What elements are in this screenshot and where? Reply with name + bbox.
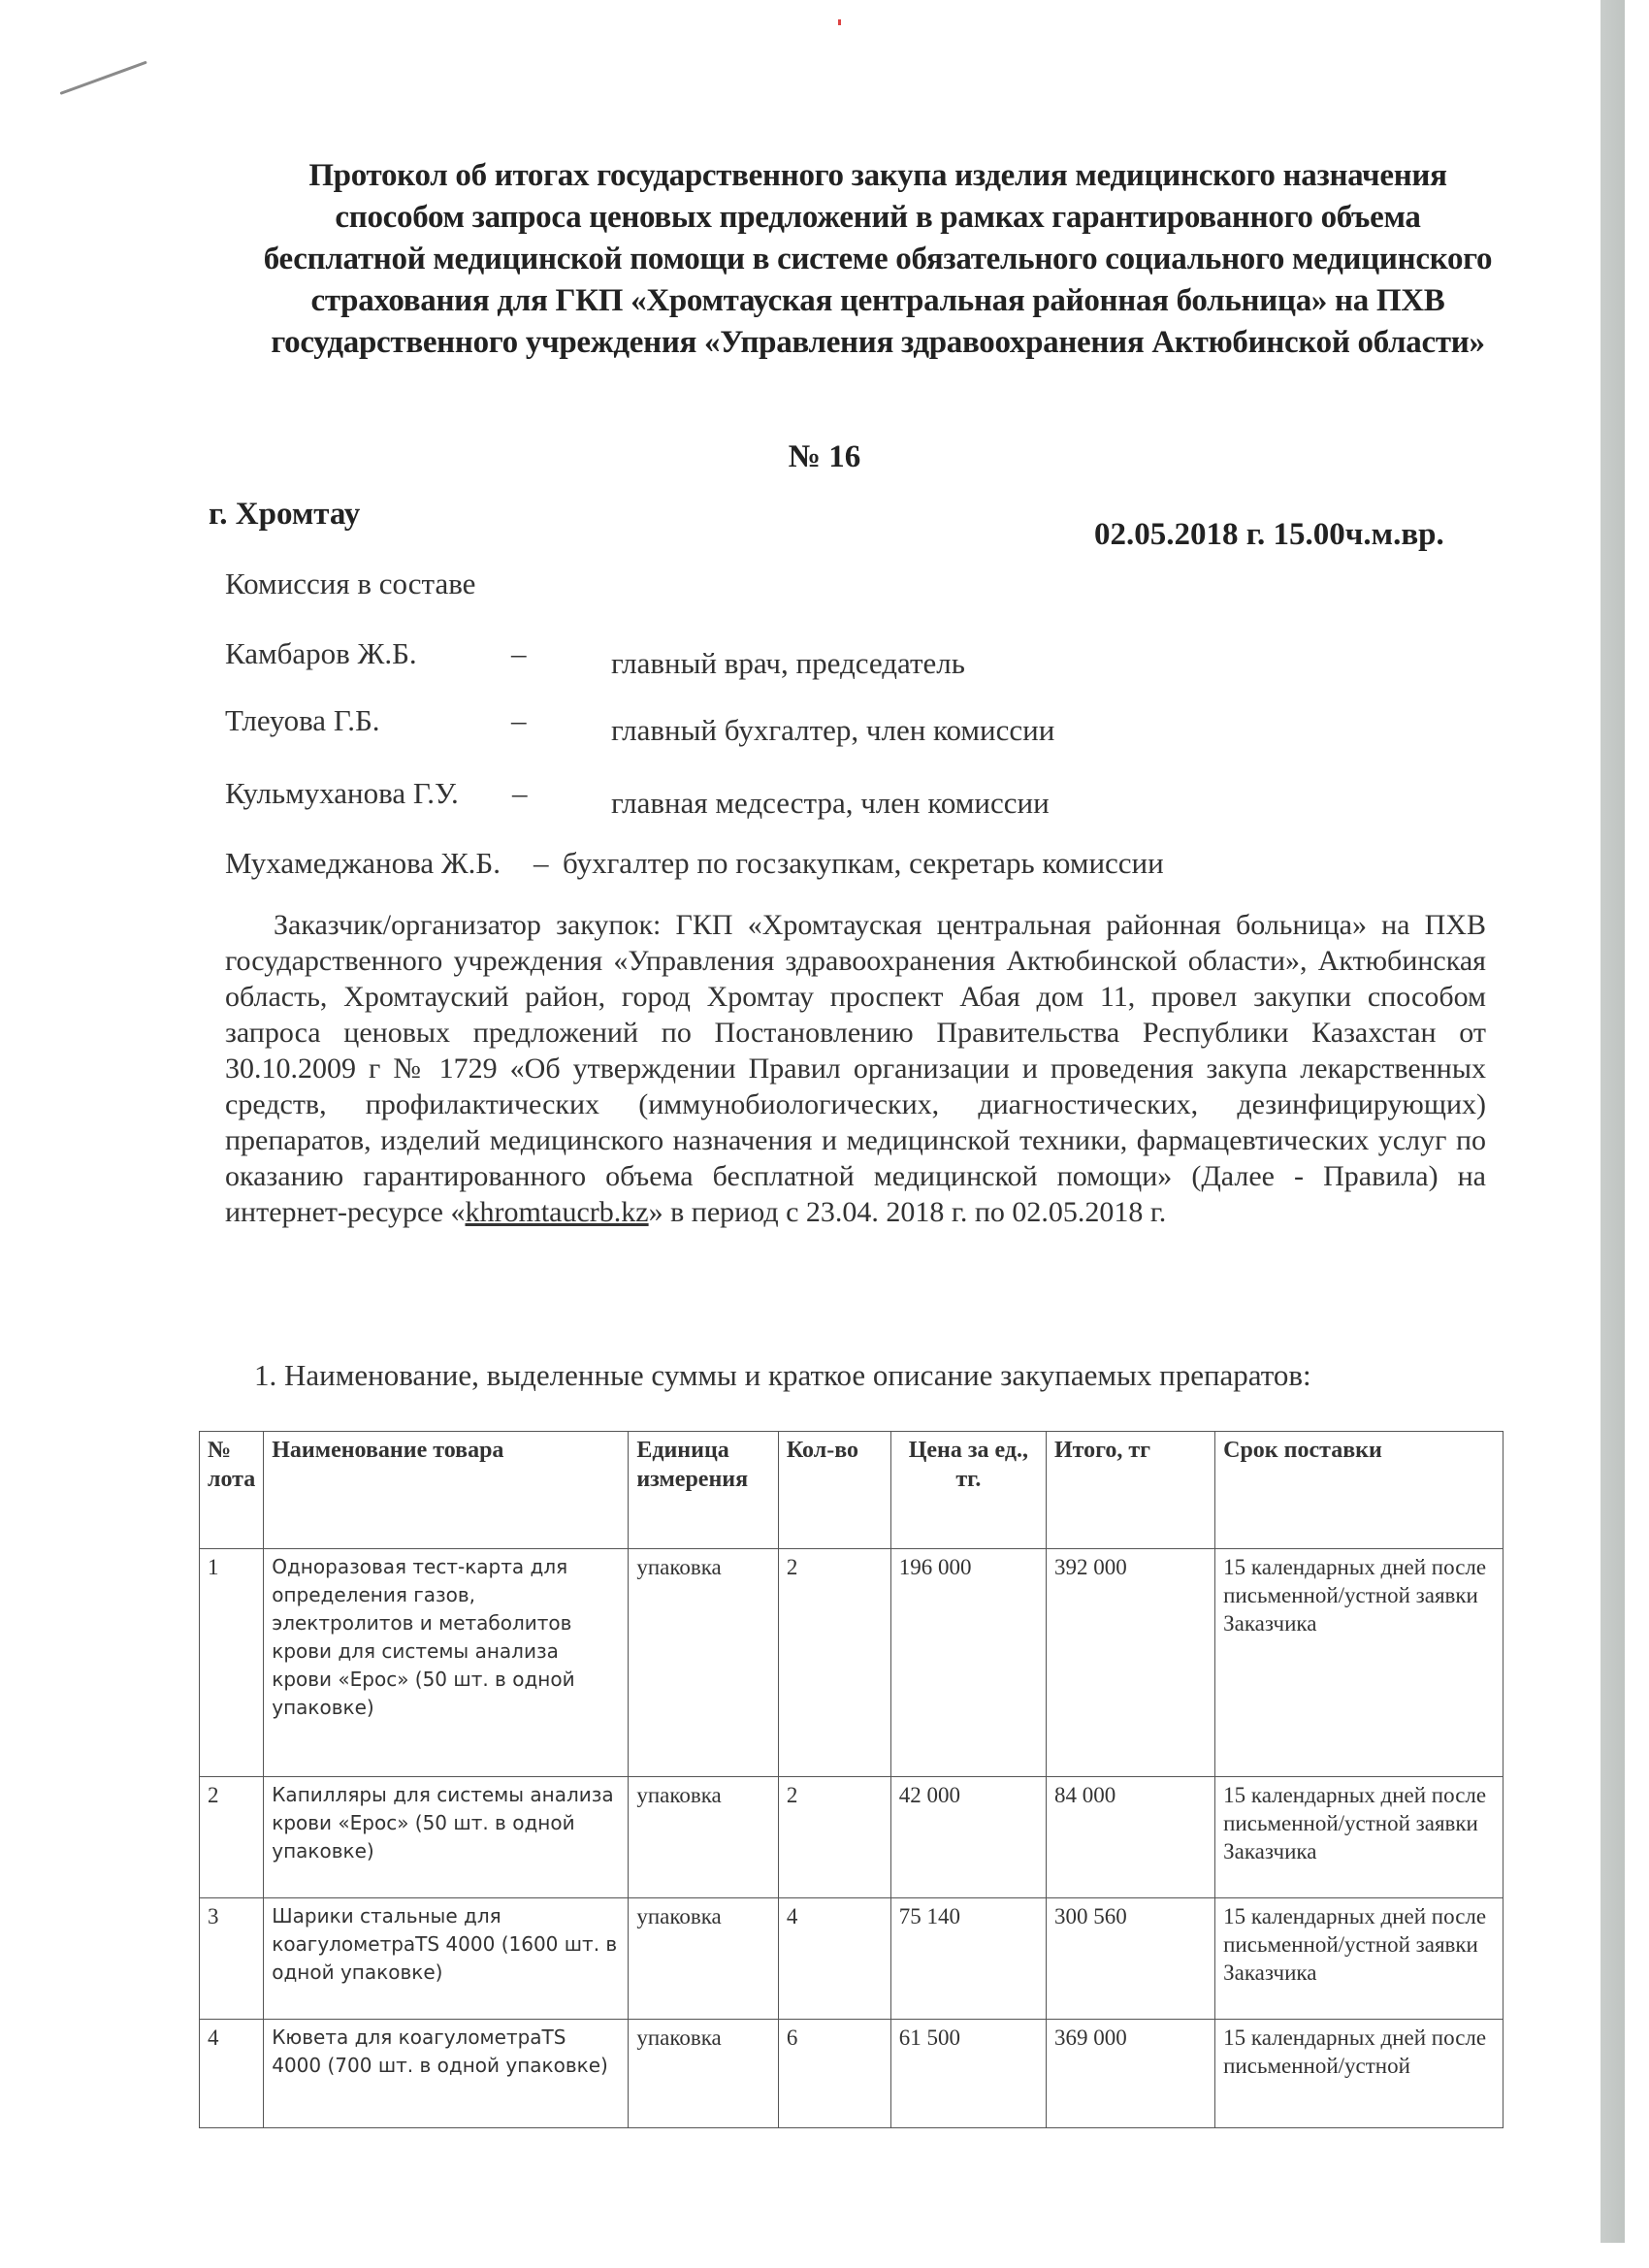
member-dash: – — [511, 636, 527, 670]
member-name: Мухамеджанова Ж.Б. — [225, 846, 501, 880]
cell-qty: 4 — [778, 1898, 890, 2020]
cell-name: Одноразовая тест-карта для определения газов, электролитов и метаболитов крови для системы анализа крови «Ерос» (50 шт. в одной упаковке) — [264, 1549, 629, 1777]
cell-price: 196 000 — [890, 1549, 1046, 1777]
cell-total: 369 000 — [1046, 2020, 1214, 2128]
commission-label: Комиссия в составе — [225, 567, 476, 600]
col-qty: Кол-во — [778, 1432, 890, 1549]
member-role: бухгалтер по госзакупкам, секретарь комиссии — [563, 846, 1164, 880]
section-heading: 1. Наименование, выделенные суммы и краткое описание закупаемых препаратов: — [254, 1358, 1311, 1392]
cell-lot: 2 — [200, 1777, 264, 1898]
cell-price: 75 140 — [890, 1898, 1046, 2020]
table-header-row — [200, 1432, 1504, 1549]
paragraph-text-end: » в период с 23.04. 2018 г. по 02.05.2018 г. — [648, 1196, 1167, 1228]
member-role: главный врач, председатель — [611, 646, 965, 680]
cell-total: 300 560 — [1046, 1898, 1214, 2020]
scan-edge-shadow — [1600, 0, 1625, 2243]
cell-total: 392 000 — [1046, 1549, 1214, 1777]
cell-term: 15 календарных дней после письменной/устной — [1215, 2020, 1504, 2128]
cell-unit: упаковка — [629, 1898, 779, 2020]
member-name: Камбаров Ж.Б. — [225, 636, 417, 670]
cell-price: 61 500 — [890, 2020, 1046, 2128]
cell-unit: упаковка — [629, 2020, 779, 2128]
ink-dot — [838, 19, 841, 25]
procurement-paragraph — [225, 907, 1486, 1230]
cell-lot: 1 — [200, 1549, 264, 1777]
col-total: Итого, тг — [1046, 1432, 1214, 1549]
cell-term: 15 календарных дней после письменной/устной заявки Заказчика — [1215, 1898, 1504, 2020]
cell-unit: упаковка — [629, 1549, 779, 1777]
member-role: главный бухгалтер, член комиссии — [611, 713, 1055, 747]
cell-lot: 4 — [200, 2020, 264, 2128]
lots-table — [199, 1431, 1504, 2128]
cell-unit: упаковка — [629, 1777, 779, 1898]
date-time: 02.05.2018 г. 15.00ч.м.вр. — [1094, 517, 1444, 552]
table-row — [200, 1549, 1504, 1777]
table-row — [200, 1898, 1504, 2020]
col-price: Цена за ед., тг. — [890, 1432, 1046, 1549]
col-unit: Единица измерения — [629, 1432, 779, 1549]
member-name: Тлеуова Г.Б. — [225, 703, 380, 737]
city: г. Хромтау — [209, 497, 361, 532]
cell-term: 15 календарных дней после письменной/устной заявки Заказчика — [1215, 1777, 1504, 1898]
col-lot: № лота — [200, 1432, 264, 1549]
member-role: главная медсестра, член комиссии — [611, 786, 1050, 820]
paragraph-text: Заказчик/организатор закупок: ГКП «Хромтауская центральная районная больница» на ПХВ государственного учреждения «Управления здравоохранения Актюбинской области», Актюбинская область, Хромтауский район, город Хромтау проспект Абая дом 11, провел закупки способом запроса ценовых предложений по Постановлению Правительства Республики Казахстан от 30.10.2009 г № 1729 «Об утверждении Правил организации и проведения закупа лекарственных средств, профилактических (иммунобиологических, диагностических, дезинфицирующих) препаратов, изделий медицинского назначения и медицинской техники, фармацевтических услуг по оказанию гарантированного объема бесплатной медицинской помощи» (Далее - Правила) на интернет-ресурсе « — [225, 909, 1486, 1228]
member-dash: – — [512, 776, 528, 810]
member-dash: – — [511, 703, 527, 737]
pen-mark — [59, 61, 146, 95]
cell-price: 42 000 — [890, 1777, 1046, 1898]
cell-term: 15 календарных дней после письменной/устной заявки Заказчика — [1215, 1549, 1504, 1777]
member-name: Кульмуханова Г.У. — [225, 776, 459, 810]
col-term: Срок поставки — [1215, 1432, 1504, 1549]
document-title: Протокол об итогах государственного закупа изделия медицинского назначения способом запроса ценовых предложений в рамках гарантированного объема бесплатной медицинской помощи в системе обязательного социального медицинского страхования для ГКП «Хромтауская центральная районная больница» на ПХВ государственного учреждения «Управления здравоохранения Актюбинской области» — [263, 158, 1493, 360]
table-row — [200, 2020, 1504, 2128]
cell-name: Капилляры для системы анализа крови «Ерос» (50 шт. в одной упаковке) — [264, 1777, 629, 1898]
cell-name: Шарики стальные для коагулометраTS 4000 (1600 шт. в одной упаковке) — [264, 1898, 629, 2020]
cell-qty: 2 — [778, 1777, 890, 1898]
table-row — [200, 1777, 1504, 1898]
protocol-number: № 16 — [788, 439, 861, 474]
cell-qty: 2 — [778, 1549, 890, 1777]
cell-name: Кювета для коагулометраTS 4000 (700 шт. в одной упаковке) — [264, 2020, 629, 2128]
cell-qty: 6 — [778, 2020, 890, 2128]
website-link[interactable]: khromtaucrb.kz — [465, 1196, 649, 1228]
col-name: Наименование товара — [264, 1432, 629, 1549]
cell-total: 84 000 — [1046, 1777, 1214, 1898]
cell-lot: 3 — [200, 1898, 264, 2020]
member-dash: – — [534, 846, 549, 880]
